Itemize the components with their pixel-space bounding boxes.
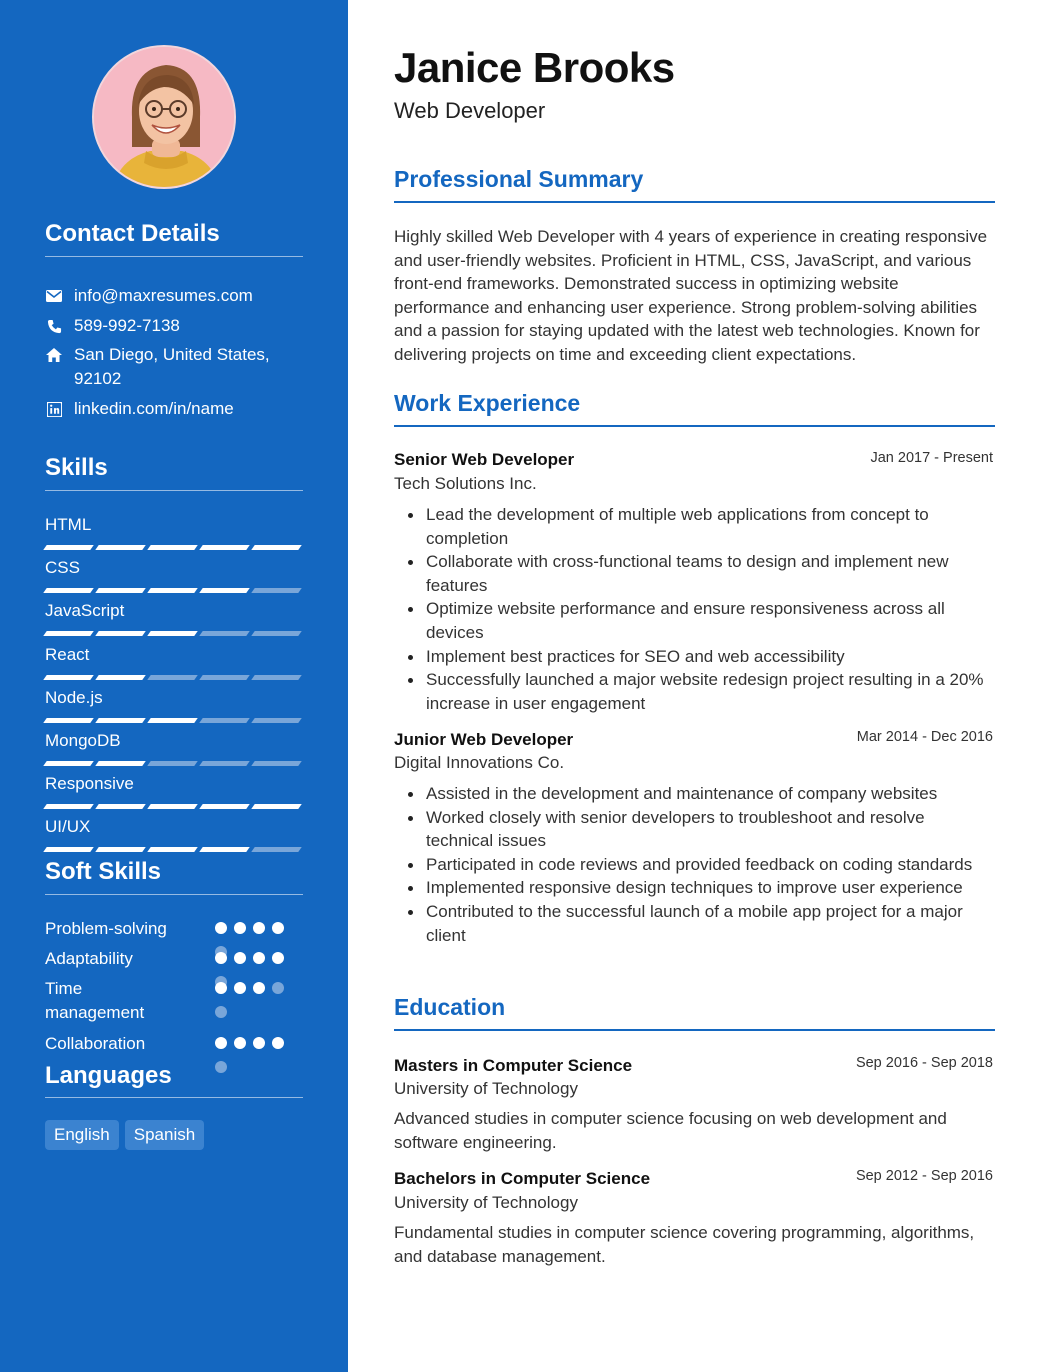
job-bullet: Optimize website performance and ensure responsiveness across all devices (394, 597, 995, 644)
job-company: Digital Innovations Co. (394, 753, 565, 772)
skill-level-segment (43, 847, 94, 852)
rating-dot (253, 982, 265, 994)
experience-divider (394, 425, 995, 427)
education-school: University of Technology (394, 1193, 578, 1212)
skill-level-segment (43, 718, 94, 723)
skill-level-segment (199, 718, 250, 723)
rating-dot (234, 922, 246, 934)
job-dates: Jan 2017 - Present (870, 450, 993, 466)
skill-item (45, 731, 303, 766)
skill-level-segment (95, 631, 146, 636)
skill-level-segment (251, 804, 302, 809)
skill-level-segment (251, 545, 302, 550)
candidate-role: Web Developer (394, 98, 546, 123)
skill-level-segment (251, 761, 302, 766)
candidate-name: Janice Brooks (394, 44, 675, 91)
skill-level-segment (199, 545, 250, 550)
skill-level-segment (251, 847, 302, 852)
education-degree: Bachelors in Computer Science (394, 1169, 651, 1188)
skill-level-segment (95, 545, 146, 550)
skill-level-segment (95, 588, 146, 593)
soft-skills-divider (45, 894, 303, 895)
skill-level-bar (45, 761, 303, 766)
skill-level-segment (199, 761, 250, 766)
job-title: Junior Web Developer (394, 730, 574, 749)
contact-address-text: San Diego, United States, 92102 (74, 345, 270, 388)
skill-level-segment (199, 847, 250, 852)
contact-address (45, 343, 303, 391)
soft-skill-rating (215, 1037, 295, 1097)
rating-dot (215, 952, 227, 964)
languages-list (45, 1120, 204, 1150)
job-company: Tech Solutions Inc. (394, 474, 537, 493)
job-bullets (394, 503, 995, 715)
home-icon (45, 343, 63, 367)
skill-level-segment (251, 675, 302, 680)
skill-level-segment (95, 847, 146, 852)
avatar-portrait (94, 47, 236, 189)
rating-dot (215, 1037, 227, 1049)
job-bullet: Collaborate with cross-functional teams to design and implement new features (394, 550, 995, 597)
skill-level-segment (251, 718, 302, 723)
job-bullets (394, 782, 995, 947)
phone-icon (45, 314, 63, 338)
rating-dot (215, 1061, 227, 1073)
skill-level-segment (199, 588, 250, 593)
rating-dot (253, 1037, 265, 1049)
skills-divider (45, 490, 303, 491)
skill-level-segment (147, 804, 198, 809)
education-degree: Masters in Computer Science (394, 1056, 633, 1075)
skill-level-bar (45, 588, 303, 593)
skill-level-segment (43, 675, 94, 680)
rating-dot (272, 952, 284, 964)
skill-level-segment (251, 588, 302, 593)
rating-dot (253, 952, 265, 964)
skill-level-segment (199, 804, 250, 809)
skill-level-segment (147, 588, 198, 593)
skill-item (45, 817, 303, 852)
rating-dot (234, 952, 246, 964)
education-description: Fundamental studies in computer science covering programming, algorithms, and database management. (394, 1223, 975, 1266)
skill-level-bar (45, 718, 303, 723)
soft-skill-name: Collaboration (45, 1034, 146, 1053)
job-bullet: Lead the development of multiple web applications from concept to completion (394, 503, 995, 550)
rating-dot (234, 982, 246, 994)
contact-phone[interactable] (45, 314, 303, 338)
skill-level-bar (45, 631, 303, 636)
rating-dot (215, 1006, 227, 1018)
languages-section-title: Languages (45, 1062, 172, 1089)
skill-level-segment (43, 761, 94, 766)
job-bullet: Successfully launched a major website redesign project resulting in a 20% increase in user engagement (394, 668, 995, 715)
skill-name: CSS (45, 558, 80, 578)
skill-name: UI/UX (45, 817, 91, 837)
skill-level-bar (45, 847, 303, 852)
soft-skill-rating (215, 982, 295, 1042)
language-chip: English (45, 1120, 119, 1150)
skill-name: Responsive (45, 774, 134, 794)
skills-section-title: Skills (45, 454, 108, 481)
rating-dot (253, 922, 265, 934)
rating-dot (215, 982, 227, 994)
rating-dot (215, 922, 227, 934)
skill-level-segment (43, 804, 94, 809)
skill-item (45, 688, 303, 723)
skill-level-segment (147, 718, 198, 723)
skill-item (45, 645, 303, 680)
envelope-icon (45, 284, 63, 308)
skill-name: HTML (45, 515, 92, 534)
sidebar (0, 0, 348, 1372)
contact-divider (45, 256, 303, 257)
skill-level-segment (251, 631, 302, 636)
contact-section-title: Contact Details (45, 220, 220, 247)
soft-skill-name: Problem-solving (45, 919, 167, 938)
skill-name: Node.js (45, 687, 103, 707)
soft-skill-name: Time management (45, 979, 145, 1022)
soft-skill-name: Adaptability (45, 949, 133, 968)
avatar (92, 45, 236, 189)
skill-level-segment (95, 675, 146, 680)
skill-level-segment (199, 675, 250, 680)
contact-linkedin[interactable] (45, 397, 303, 421)
job-bullet: Assisted in the development and maintenance of company websites (394, 782, 995, 806)
skill-level-segment (43, 631, 94, 636)
skill-level-bar (45, 804, 303, 809)
job-bullet: Implemented responsive design techniques to improve user experience (394, 876, 995, 900)
skill-level-bar (45, 675, 303, 680)
skill-item (45, 515, 303, 550)
rating-dot (272, 1037, 284, 1049)
languages-divider (45, 1097, 303, 1098)
skill-level-segment (199, 631, 250, 636)
skill-item (45, 558, 303, 593)
rating-dot (272, 922, 284, 934)
soft-skills-section-title: Soft Skills (45, 858, 162, 885)
skill-level-bar (45, 545, 303, 550)
skill-level-segment (147, 545, 198, 550)
skill-level-segment (147, 631, 198, 636)
contact-email[interactable] (45, 284, 303, 308)
skill-level-segment (95, 761, 146, 766)
experience-section-title: Work Experience (394, 390, 581, 416)
education-description: Advanced studies in computer science focusing on web development and software engineering. (394, 1109, 947, 1152)
education-divider (394, 1029, 995, 1031)
skill-level-segment (43, 545, 94, 550)
summary-divider (394, 201, 995, 203)
skill-level-segment (95, 718, 146, 723)
skill-name: MongoDB (45, 731, 121, 750)
job-dates: Mar 2014 - Dec 2016 (856, 729, 993, 745)
skill-level-segment (95, 804, 146, 809)
summary-text: Highly skilled Web Developer with 4 years of experience in creating responsive and user-friendly websites. Proficient in HTML, CSS, JavaScript, and various front-end frameworks. Demonstrated success in optimizing website performance and enhancing user experience. Strong problem-solving abilities and a passion for staying updated with the latest web technologies. Known for delivering projects on time and exceeding client expectations. (394, 227, 988, 364)
skill-name: JavaScript (45, 601, 125, 621)
rating-dot (272, 982, 284, 994)
job-bullet: Worked closely with senior developers to troubleshoot and resolve technical issues (394, 806, 995, 853)
job-title: Senior Web Developer (394, 450, 575, 469)
contact-linkedin-text: linkedin.com/in/name (74, 399, 234, 418)
contact-email-text: info@maxresumes.com (74, 286, 253, 305)
skill-level-segment (147, 847, 198, 852)
contact-phone-text: 589-992-7138 (74, 316, 180, 335)
skill-level-segment (43, 588, 94, 593)
summary-section-title: Professional Summary (394, 166, 644, 192)
education-dates: Sep 2016 - Sep 2018 (855, 1055, 993, 1071)
skill-level-segment (147, 675, 198, 680)
language-chip: Spanish (125, 1120, 204, 1150)
skill-name: React (45, 644, 90, 664)
skill-level-segment (147, 761, 198, 766)
education-school: University of Technology (394, 1079, 578, 1098)
rating-dot (234, 1037, 246, 1049)
job-bullet: Implement best practices for SEO and web accessibility (394, 645, 995, 669)
skill-item (45, 601, 303, 636)
education-section-title: Education (394, 994, 506, 1020)
job-bullet: Contributed to the successful launch of a mobile app project for a major client (394, 900, 995, 947)
skill-item (45, 774, 303, 809)
job-bullet: Participated in code reviews and provided feedback on coding standards (394, 853, 995, 877)
linkedin-icon (45, 397, 63, 421)
education-dates: Sep 2012 - Sep 2016 (855, 1168, 993, 1184)
